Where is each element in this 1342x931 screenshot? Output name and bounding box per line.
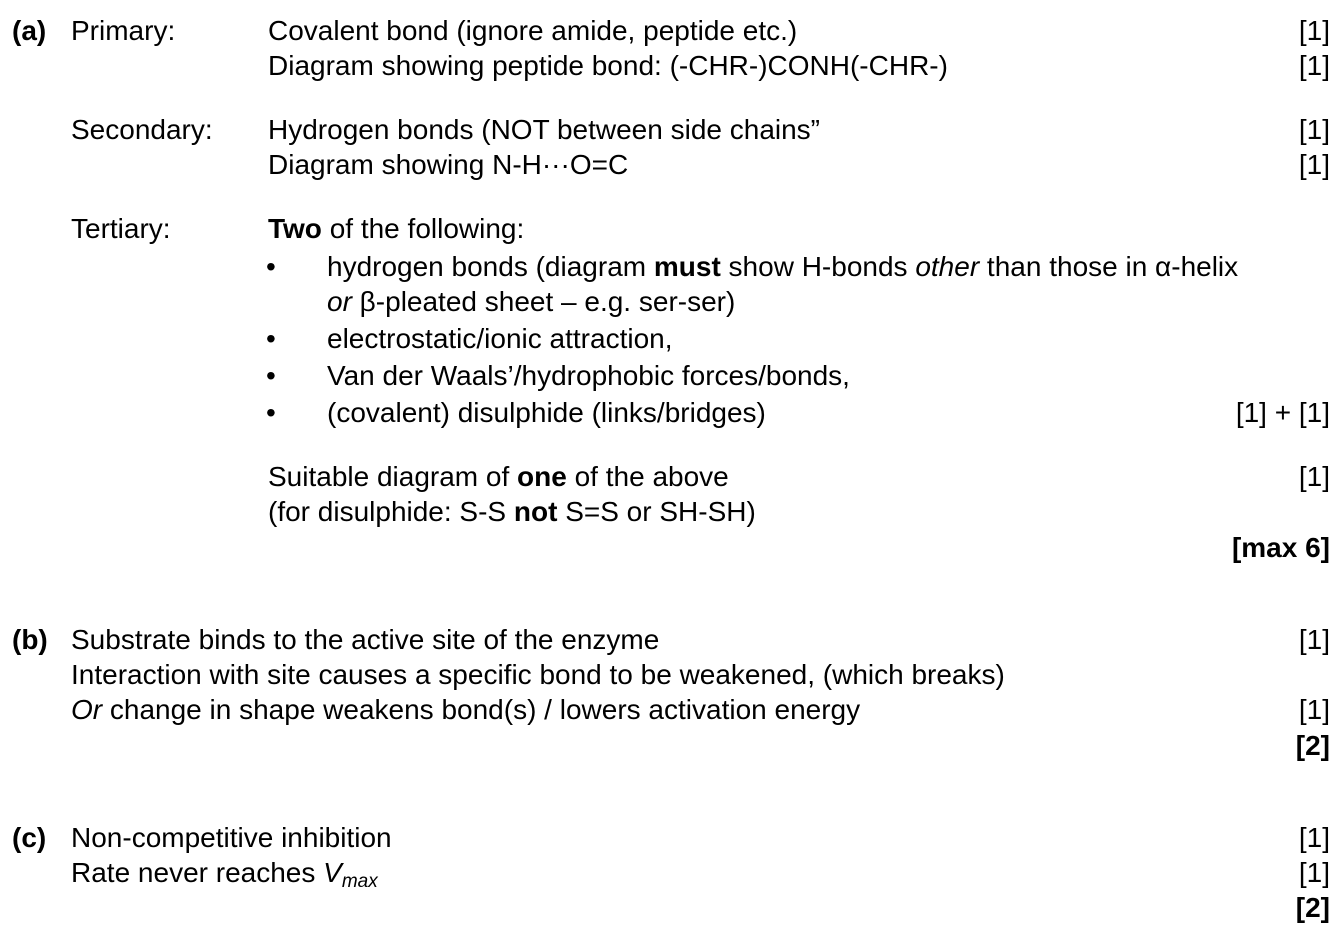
bullet-1-marker: • [266, 251, 276, 282]
secondary-mark-1: [1] [1298, 114, 1330, 145]
part-b-line3-rest: change in shape weakens bond(s) / lowers activation energy [102, 694, 861, 725]
part-b-line-3 [71, 693, 860, 727]
diagram-line2-post: S=S or SH-SH) [557, 496, 756, 527]
bullet-4-text: (covalent) disulphide (links/bridges) [327, 397, 766, 428]
bullet-1-line2-italic: or [327, 286, 352, 317]
part-b-line3-italic: Or [71, 694, 103, 725]
secondary-label: Secondary: [71, 114, 213, 145]
bullet-2-text: electrostatic/ionic attraction, [327, 323, 673, 354]
tertiary-intro-rest: of the following: [321, 213, 525, 244]
bullet-1-line2-rest: β-pleated sheet – e.g. ser-ser) [351, 286, 736, 317]
part-b-mark-3: [1] [1298, 694, 1330, 725]
part-b-label: (b) [12, 624, 48, 655]
bullet-1-line-1 [327, 250, 1238, 284]
part-c-line-2 [71, 856, 378, 890]
tertiary-label: Tertiary: [71, 213, 171, 244]
diagram-line2-pre: (for disulphide: S-S [268, 496, 514, 527]
bullet-1-mid: show H-bonds [720, 251, 916, 282]
bullet-1-post: than those in α-helix [979, 251, 1239, 282]
part-c-total: [2] [1295, 892, 1330, 923]
bullet-3-text: Van der Waals’/hydrophobic forces/bonds, [327, 360, 850, 391]
bullet-1-line-2 [327, 285, 735, 319]
secondary-line-2: Diagram showing N-H···O=C [268, 149, 629, 180]
part-b-mark-1: [1] [1298, 624, 1330, 655]
tertiary-intro [268, 212, 524, 246]
diagram-bold: one [517, 461, 567, 492]
part-c-vmax-sub: max [341, 871, 378, 892]
bullet-1-bold: must [653, 251, 721, 282]
diagram-line-2 [268, 495, 756, 529]
part-c-label: (c) [12, 822, 47, 853]
primary-line-1: Covalent bond (ignore amide, peptide etc.) [268, 15, 798, 46]
primary-mark-2: [1] [1298, 50, 1330, 81]
bullet-1-italic: other [915, 251, 980, 282]
diagram-line-1 [268, 460, 729, 494]
part-c-line-1: Non-competitive inhibition [71, 822, 392, 853]
secondary-mark-2: [1] [1298, 149, 1330, 180]
part-c-mark-1: [1] [1298, 822, 1330, 853]
primary-mark-1: [1] [1298, 15, 1330, 46]
primary-line-2: Diagram showing peptide bond: (-CHR-)CONH(-CHR-) [268, 50, 948, 81]
part-b-line-1: Substrate binds to the active site of the enzyme [71, 624, 660, 655]
part-c-vmax-v: V [323, 857, 342, 888]
part-a-label: (a) [12, 15, 47, 46]
part-c-line2-pre: Rate never reaches [71, 857, 324, 888]
diagram-pre: Suitable diagram of [268, 461, 518, 492]
diagram-line2-bold: not [513, 496, 558, 527]
tertiary-intro-bold: Two [268, 213, 322, 244]
bullet-3-marker: • [266, 360, 276, 391]
secondary-line-1: Hydrogen bonds (NOT between side chains” [268, 114, 821, 145]
bullet-4-mark: [1] + [1] [1235, 397, 1330, 428]
diagram-mark: [1] [1298, 461, 1330, 492]
bullet-1-pre: hydrogen bonds (diagram [327, 251, 654, 282]
part-b-total: [2] [1295, 730, 1330, 761]
bullet-2-marker: • [266, 323, 276, 354]
bullet-4-marker: • [266, 397, 276, 428]
part-a-total: [max 6] [1231, 532, 1330, 563]
part-b-line-2: Interaction with site causes a specific bond to be weakened, (which breaks) [71, 659, 1005, 690]
primary-label: Primary: [71, 15, 176, 46]
part-c-mark-2: [1] [1298, 857, 1330, 888]
diagram-post: of the above [566, 461, 729, 492]
